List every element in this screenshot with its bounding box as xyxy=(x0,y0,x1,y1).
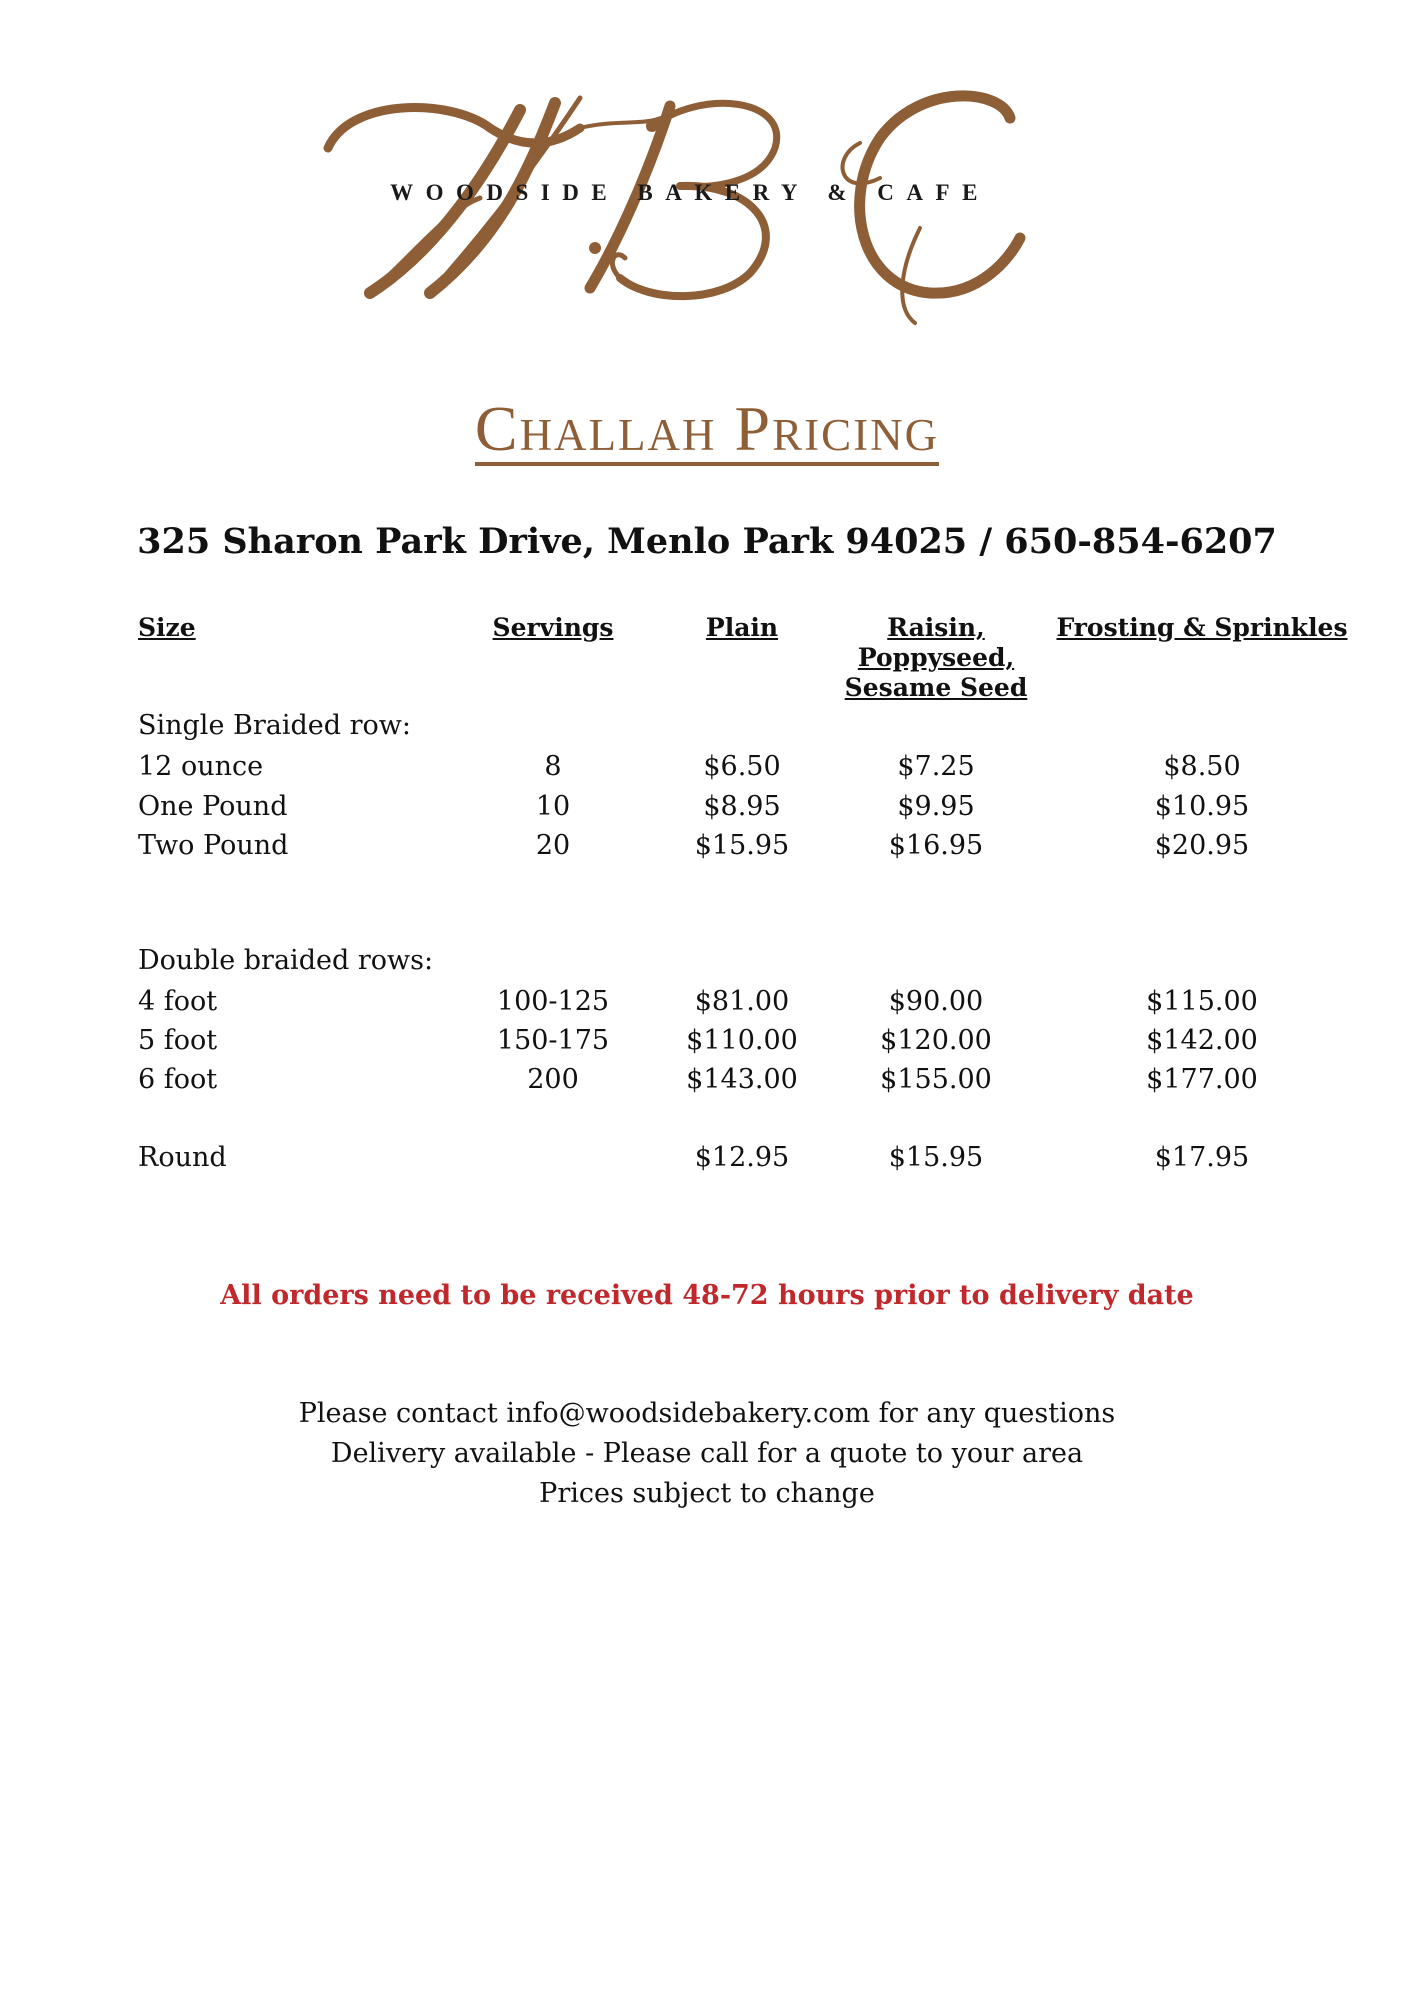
contact-line: Delivery available - Please call for a quote to your area xyxy=(330,1438,1084,1469)
header-raisin: Raisin, Poppyseed, Sesame Seed xyxy=(844,613,1028,702)
table-row: Two Pound 20 $15.95 $16.95 $20.95 xyxy=(138,830,1250,861)
monogram-script-icon xyxy=(320,88,1060,328)
header-size: Size xyxy=(138,613,196,642)
logo-wordmark: WOODSIDE BAKERY & CAFE xyxy=(390,180,990,205)
header-servings: Servings xyxy=(492,613,614,642)
order-notice: All orders need to be received 48-72 hours prior to delivery date xyxy=(220,1280,1194,1311)
contact-line: Please contact info@woodsidebakery.com for any questions xyxy=(298,1398,1116,1429)
table-row-round: Round $12.95 $15.95 $17.95 xyxy=(138,1142,1250,1173)
header-frosting: Frosting & Sprinkles xyxy=(1056,613,1348,642)
table-row: 5 foot 150-175 $110.00 $120.00 $142.00 xyxy=(138,1025,1258,1056)
header-plain: Plain xyxy=(705,613,779,642)
section-double-braided: Double braided rows: xyxy=(138,945,434,976)
contact-info xyxy=(0,1394,1414,1514)
table-row: 12 ounce 8 $6.50 $7.25 $8.50 xyxy=(138,751,1241,782)
table-row: 4 foot 100-125 $81.00 $90.00 $115.00 xyxy=(138,986,1258,1017)
table-row: One Pound 10 $8.95 $9.95 $10.95 xyxy=(138,791,1250,822)
store-address: 325 Sharon Park Drive, Menlo Park 94025 / 650-854-6207 xyxy=(137,521,1277,562)
page-title: Challah Pricing xyxy=(474,393,940,464)
table-row: 6 foot 200 $143.00 $155.00 $177.00 xyxy=(138,1064,1258,1095)
contact-line: Prices subject to change xyxy=(539,1478,875,1509)
bakery-logo xyxy=(320,88,1060,328)
section-single-braided: Single Braided row: xyxy=(138,710,411,741)
